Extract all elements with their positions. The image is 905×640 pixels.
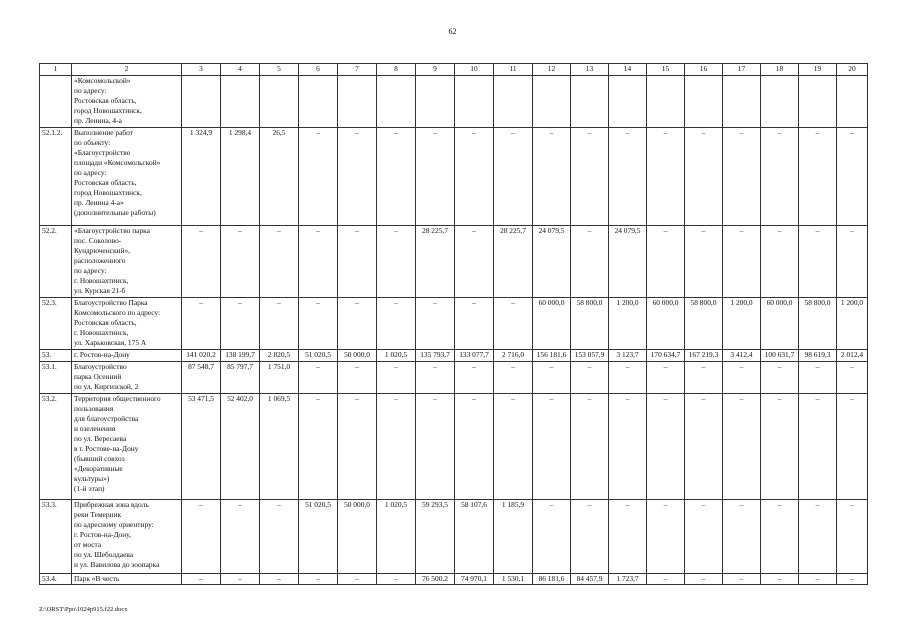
row-index: 53.: [40, 350, 72, 362]
column-number-row: [40, 64, 868, 76]
value-cell: –: [377, 128, 416, 226]
value-cell: 1 020,5: [377, 350, 416, 362]
value-cell: 2 012,4: [837, 350, 868, 362]
value-cell: 1 185,9: [494, 500, 533, 574]
value-cell: –: [761, 362, 799, 394]
value-cell: –: [799, 394, 837, 500]
value-cell: –: [571, 500, 609, 574]
table-row: [40, 128, 868, 226]
value-cell: –: [377, 362, 416, 394]
value-cell: 74 970,1: [455, 574, 494, 585]
name-line: в г. Ростове-на-Дону: [74, 444, 139, 453]
name-line: Благоустройство Парка: [74, 298, 148, 307]
value-cell: 51 020,5: [299, 500, 338, 574]
name-line: (бывший совхоз: [74, 454, 125, 463]
row-object-name: [72, 76, 182, 128]
value-cell: 138 199,7: [221, 350, 260, 362]
value-cell: –: [299, 574, 338, 585]
value-cell: –: [494, 298, 533, 350]
table-row: [40, 362, 868, 394]
value-cell: –: [837, 394, 868, 500]
value-cell: –: [299, 298, 338, 350]
value-cell: 3 123,7: [609, 350, 647, 362]
table-row: [40, 500, 868, 574]
name-line: по адресу:: [74, 86, 107, 95]
value-cell: 60 000,0: [761, 298, 799, 350]
value-cell: –: [685, 226, 723, 298]
name-line: г. Новошахтинск,: [74, 328, 129, 337]
table-row: [40, 76, 868, 128]
value-cell: –: [761, 226, 799, 298]
value-cell: –: [221, 226, 260, 298]
name-line: «Декоративные: [74, 464, 123, 473]
name-line: по адресу:: [74, 168, 107, 177]
name-line: «Благоустройство: [74, 148, 131, 157]
value-cell: 1 020,5: [377, 500, 416, 574]
value-cell: –: [647, 574, 685, 585]
value-cell: [221, 76, 260, 128]
name-line: по ул. Киргизской, 2: [74, 382, 139, 391]
name-line: и озеленения: [74, 424, 116, 433]
value-cell: –: [837, 500, 868, 574]
value-cell: [799, 76, 837, 128]
name-line: от моста: [74, 540, 102, 549]
value-cell: –: [455, 226, 494, 298]
value-cell: –: [571, 226, 609, 298]
value-cell: [260, 76, 299, 128]
value-cell: –: [182, 226, 221, 298]
name-line: и ул. Вавилова до зоопарка: [74, 560, 160, 569]
value-cell: –: [799, 362, 837, 394]
column-header-20: 20: [837, 64, 868, 76]
value-cell: 28 225,7: [416, 226, 455, 298]
name-line: по ул. Вересаева: [74, 434, 127, 443]
value-cell: 52 402,0: [221, 394, 260, 500]
value-cell: 167 219,3: [685, 350, 723, 362]
name-line: Ростовская область,: [74, 96, 137, 105]
name-line: пос. Соколово-: [74, 236, 122, 245]
column-header-12: 12: [533, 64, 571, 76]
name-line: г. Новошахтинск,: [74, 276, 129, 285]
value-cell: [182, 76, 221, 128]
row-index: 53.4.: [40, 574, 72, 585]
value-cell: [299, 76, 338, 128]
value-cell: –: [685, 500, 723, 574]
value-cell: 59 293,5: [416, 500, 455, 574]
value-cell: –: [416, 298, 455, 350]
value-cell: –: [182, 500, 221, 574]
name-line: по адресу:: [74, 266, 107, 275]
value-cell: [837, 76, 868, 128]
column-header-17: 17: [723, 64, 761, 76]
table-row: [40, 574, 868, 585]
value-cell: –: [609, 500, 647, 574]
file-path-footer: Z:\ORST\Ppo\1024p915.f22.docx: [39, 606, 128, 613]
value-cell: 60 000,0: [533, 298, 571, 350]
value-cell: –: [609, 394, 647, 500]
value-cell: [685, 76, 723, 128]
value-cell: 87 548,7: [182, 362, 221, 394]
value-cell: –: [416, 362, 455, 394]
value-cell: –: [723, 128, 761, 226]
value-cell: 1 324,9: [182, 128, 221, 226]
value-cell: –: [647, 500, 685, 574]
value-cell: –: [571, 362, 609, 394]
value-cell: 1 751,0: [260, 362, 299, 394]
value-cell: 156 181,6: [533, 350, 571, 362]
column-header-3: 3: [182, 64, 221, 76]
value-cell: [571, 76, 609, 128]
value-cell: –: [494, 362, 533, 394]
name-line: Парк «В честь: [74, 574, 120, 583]
value-cell: –: [761, 128, 799, 226]
row-index: 52.3.: [40, 298, 72, 350]
budget-table: [39, 63, 868, 585]
value-cell: –: [182, 298, 221, 350]
name-line: пр. Ленина, 4-а: [74, 116, 122, 125]
value-cell: –: [455, 362, 494, 394]
value-cell: –: [837, 226, 868, 298]
value-cell: –: [338, 362, 377, 394]
value-cell: –: [260, 574, 299, 585]
name-line: «Комсомольской»: [74, 76, 131, 85]
row-index: 52.1.2.: [40, 128, 72, 226]
value-cell: [338, 76, 377, 128]
value-cell: –: [837, 128, 868, 226]
value-cell: –: [338, 394, 377, 500]
value-cell: 1 530,1: [494, 574, 533, 585]
row-index: 52.2.: [40, 226, 72, 298]
table-row: [40, 226, 868, 298]
name-line: по объекту:: [74, 138, 111, 147]
table-row: [40, 394, 868, 500]
name-line: площади «Комсомольской»: [74, 158, 161, 167]
value-cell: –: [260, 500, 299, 574]
value-cell: –: [647, 362, 685, 394]
value-cell: –: [837, 574, 868, 585]
name-line: город Новошахтинск,: [74, 106, 142, 115]
row-object-name: [72, 298, 182, 350]
column-header-19: 19: [799, 64, 837, 76]
value-cell: –: [299, 362, 338, 394]
value-cell: –: [221, 500, 260, 574]
value-cell: –: [494, 128, 533, 226]
name-line: Выполнение работ: [74, 128, 133, 137]
table-row: [40, 298, 868, 350]
name-line: реки Темерник: [74, 510, 122, 519]
row-object-name: [72, 226, 182, 298]
value-cell: –: [377, 226, 416, 298]
name-line: пр. Ленина 4-а»: [74, 198, 124, 207]
name-line: (1-й этап): [74, 484, 105, 493]
row-index: 53.2.: [40, 394, 72, 500]
name-line: Комсомольского по адресу:: [74, 308, 161, 317]
value-cell: 170 634,7: [647, 350, 685, 362]
table-body: [40, 76, 868, 585]
name-line: город Новошахтинск,: [74, 188, 142, 197]
column-header-16: 16: [685, 64, 723, 76]
value-cell: 53 471,5: [182, 394, 221, 500]
value-cell: –: [299, 226, 338, 298]
column-header-5: 5: [260, 64, 299, 76]
column-header-7: 7: [338, 64, 377, 76]
name-line: парка Осенний: [74, 372, 122, 381]
value-cell: 2 716,0: [494, 350, 533, 362]
column-header-1: 1: [40, 64, 72, 76]
value-cell: –: [338, 128, 377, 226]
value-cell: –: [455, 394, 494, 500]
value-cell: –: [685, 394, 723, 500]
name-line: г. Ростов-на-Дону: [74, 350, 130, 359]
value-cell: –: [761, 574, 799, 585]
value-cell: 84 457,9: [571, 574, 609, 585]
name-line: по ул. Шеболдаева: [74, 550, 134, 559]
value-cell: –: [299, 128, 338, 226]
value-cell: –: [533, 362, 571, 394]
value-cell: –: [377, 394, 416, 500]
name-line: Прибрежная зона вдоль: [74, 500, 149, 509]
value-cell: –: [455, 128, 494, 226]
value-cell: [377, 76, 416, 128]
name-line: ул. Харьковская, 175 А: [74, 338, 147, 347]
column-header-13: 13: [571, 64, 609, 76]
row-object-name: [72, 128, 182, 226]
value-cell: 2 820,5: [260, 350, 299, 362]
value-cell: –: [533, 128, 571, 226]
value-cell: 76 500,2: [416, 574, 455, 585]
value-cell: 1 298,4: [221, 128, 260, 226]
value-cell: 85 797,7: [221, 362, 260, 394]
value-cell: 98 619,3: [799, 350, 837, 362]
column-header-6: 6: [299, 64, 338, 76]
value-cell: –: [260, 298, 299, 350]
value-cell: 100 631,7: [761, 350, 799, 362]
value-cell: –: [647, 394, 685, 500]
value-cell: –: [260, 226, 299, 298]
column-header-18: 18: [761, 64, 799, 76]
value-cell: –: [799, 226, 837, 298]
value-cell: –: [221, 298, 260, 350]
value-cell: [533, 76, 571, 128]
column-header-14: 14: [609, 64, 647, 76]
name-line: Ростовская область,: [74, 178, 137, 187]
column-header-15: 15: [647, 64, 685, 76]
name-line: для благоустройства: [74, 414, 139, 423]
name-line: г. Ростов-на-Дону,: [74, 530, 131, 539]
value-cell: –: [723, 500, 761, 574]
value-cell: 86 181,6: [533, 574, 571, 585]
name-line: Территория общественного: [74, 394, 161, 403]
row-object-name: [72, 500, 182, 574]
row-object-name: [72, 394, 182, 500]
value-cell: –: [723, 362, 761, 394]
column-header-10: 10: [455, 64, 494, 76]
value-cell: 58 800,0: [571, 298, 609, 350]
value-cell: [609, 76, 647, 128]
value-cell: 1 200,0: [723, 298, 761, 350]
value-cell: –: [799, 500, 837, 574]
value-cell: –: [221, 574, 260, 585]
value-cell: 28 225,7: [494, 226, 533, 298]
value-cell: –: [723, 226, 761, 298]
value-cell: –: [609, 362, 647, 394]
row-object-name: [72, 362, 182, 394]
value-cell: –: [377, 298, 416, 350]
table-row: [40, 350, 868, 362]
value-cell: –: [723, 394, 761, 500]
value-cell: 24 079,5: [533, 226, 571, 298]
value-cell: –: [338, 574, 377, 585]
name-line: «Благоустройство парка: [74, 226, 150, 235]
value-cell: 26,5: [260, 128, 299, 226]
name-line: расположенного: [74, 256, 126, 265]
value-cell: –: [494, 394, 533, 500]
value-cell: 1 723,7: [609, 574, 647, 585]
value-cell: –: [533, 500, 571, 574]
value-cell: –: [377, 574, 416, 585]
value-cell: –: [338, 226, 377, 298]
name-line: по адресному ориентиру:: [74, 520, 154, 529]
row-index: 53.3.: [40, 500, 72, 574]
page-number: 62: [448, 27, 457, 36]
value-cell: –: [799, 128, 837, 226]
value-cell: –: [533, 394, 571, 500]
name-line: пользования: [74, 404, 114, 413]
name-line: Благоустройство: [74, 362, 127, 371]
row-index: 53.1.: [40, 362, 72, 394]
value-cell: [455, 76, 494, 128]
value-cell: 135 793,7: [416, 350, 455, 362]
value-cell: –: [723, 574, 761, 585]
value-cell: –: [685, 362, 723, 394]
value-cell: –: [761, 500, 799, 574]
value-cell: –: [299, 394, 338, 500]
value-cell: 50 000,0: [338, 350, 377, 362]
column-header-8: 8: [377, 64, 416, 76]
column-header-11: 11: [494, 64, 533, 76]
value-cell: –: [647, 128, 685, 226]
value-cell: –: [685, 574, 723, 585]
value-cell: –: [761, 394, 799, 500]
row-object-name: [72, 574, 182, 585]
value-cell: –: [416, 128, 455, 226]
name-line: (дополнительные работы): [74, 208, 156, 217]
value-cell: –: [571, 128, 609, 226]
value-cell: [416, 76, 455, 128]
name-line: Ростовская область,: [74, 318, 137, 327]
row-index: [40, 76, 72, 128]
value-cell: 133 077,7: [455, 350, 494, 362]
name-line: ул. Курская 21-б: [74, 286, 126, 295]
row-object-name: [72, 350, 182, 362]
column-header-2: 2: [72, 64, 182, 76]
value-cell: 58 800,0: [799, 298, 837, 350]
value-cell: 1 200,0: [609, 298, 647, 350]
value-cell: –: [182, 574, 221, 585]
value-cell: 51 020,5: [299, 350, 338, 362]
value-cell: [723, 76, 761, 128]
name-line: Кундрюченский»,: [74, 246, 130, 255]
value-cell: [761, 76, 799, 128]
value-cell: 1 200,0: [837, 298, 868, 350]
value-cell: [647, 76, 685, 128]
value-cell: 58 800,0: [685, 298, 723, 350]
value-cell: –: [799, 574, 837, 585]
value-cell: –: [685, 128, 723, 226]
value-cell: 3 412,4: [723, 350, 761, 362]
value-cell: –: [647, 226, 685, 298]
value-cell: –: [338, 298, 377, 350]
value-cell: 60 000,0: [647, 298, 685, 350]
value-cell: –: [571, 394, 609, 500]
column-header-4: 4: [221, 64, 260, 76]
name-line: культуры»): [74, 474, 110, 483]
value-cell: 1 069,5: [260, 394, 299, 500]
value-cell: 58 107,6: [455, 500, 494, 574]
value-cell: 141 020,2: [182, 350, 221, 362]
value-cell: 50 000,0: [338, 500, 377, 574]
value-cell: [494, 76, 533, 128]
column-header-9: 9: [416, 64, 455, 76]
value-cell: –: [455, 298, 494, 350]
value-cell: –: [416, 394, 455, 500]
value-cell: –: [837, 362, 868, 394]
value-cell: 24 079,5: [609, 226, 647, 298]
value-cell: 153 057,9: [571, 350, 609, 362]
value-cell: –: [609, 128, 647, 226]
